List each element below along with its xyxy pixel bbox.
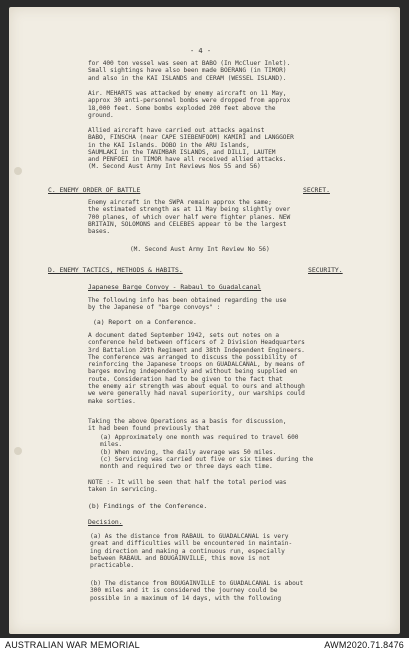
footer-accession-number: AWM2020.71.8476 (324, 640, 404, 650)
text-line: and also in the KAI ISLANDS and CERAM (WESSEL ISLAND). (88, 74, 287, 82)
text-line: A document dated September 1942, sets out notes on a (88, 332, 280, 339)
text-line: barges moving independently and without being supplied en (88, 368, 298, 376)
note-servicing (88, 479, 286, 494)
section-d-classification: SECURITY. (308, 266, 343, 274)
text-line: BABO, FINSCHA (near CAPE SIEBENFOOM) KAMIRI and LANGGOER (88, 134, 294, 142)
text-line: BRITAIN, SOLOMONS and CELEBES appear to be the largest (88, 220, 287, 228)
text-line: approx 30 anti-personnel bombs were dropped from approx (88, 97, 291, 105)
text-line: route. Consideration had to be given to the fact that (88, 375, 283, 383)
page-number: - 4 - (190, 47, 212, 55)
text-line: and PENFOEI in TIMOR have all received allied attacks. (88, 156, 287, 164)
paragraph-order-of-battle (88, 199, 290, 235)
paragraph-intelligence-sightings (88, 60, 290, 82)
text-line: it had been found previously that (88, 425, 210, 433)
text-line: NOTE :- It will be seen that half the total period was (88, 479, 287, 486)
list-item: miles. (100, 441, 123, 449)
section-c-title: C. ENEMY ORDER OF BATTLE (48, 186, 141, 194)
paragraph-decision-b (90, 580, 303, 602)
punch-hole (14, 167, 22, 175)
text-line: Allied aircraft have carried out attacks against (88, 127, 265, 134)
footer-institution: AUSTRALIAN WAR MEMORIAL (5, 640, 140, 650)
text-line: possible in a maximum of 14 days, with the following (90, 594, 282, 602)
text-line: by the Japanese of "barge convoys" : (88, 304, 221, 312)
text-line: the estimated strength as at 11 May being slightly over (88, 206, 291, 214)
list-item: month and required two or three days each time. (100, 463, 273, 471)
punch-hole (14, 447, 22, 455)
text-line: SAUMLAKI in the TANIMBAR ISLANDS, and DILLI, LAUTEM (88, 148, 276, 156)
text-line: ground. (88, 111, 114, 119)
text-line: 3rd Battalion 29th Regiment and 38th Independent Engineers. (88, 346, 305, 354)
text-line: (M. Second Aust Army Int Reviews Nos 55 and 56) (88, 163, 261, 171)
text-line: we were generally had naval superiority, our warships could (88, 390, 305, 398)
paragraph-allied-attacks (88, 127, 294, 171)
text-line: The conference was arranged to discuss the possibility of (88, 353, 298, 361)
text-line: great and difficulties will be encountered in maintain- (90, 540, 293, 548)
text-line: Taking the above Operations as a basis for discussion, (88, 418, 287, 425)
section-c-heading (48, 186, 140, 194)
text-line: 300 miles and it is considered the journey could be (90, 587, 278, 595)
text-line: 18,000 feet. Some bombs exploded 200 feet above the (88, 104, 276, 112)
text-line: conference held between officers of 2 Division Headquarters (88, 339, 305, 347)
text-line: Air. MEHARTS was attacked by enemy aircraft on 11 May, (88, 90, 287, 97)
text-line: practicable. (90, 562, 135, 570)
item-b-heading: (b) Findings of the Conference. (88, 502, 208, 510)
paragraph-decision-a (90, 533, 292, 569)
text-line: between RABAUL and BOUGAINVILLE, this move is not (90, 554, 271, 562)
paragraph-barge-intro (88, 297, 286, 312)
text-line: the enemy air strength was about equal to ours and although (88, 383, 305, 391)
reference-section-c: (M. Second Aust Army Int Review No 56) (130, 246, 270, 253)
text-line: in the KAI Islands. DOBO in the ARU Islands, (88, 141, 250, 149)
paragraph-operations-basis (88, 418, 286, 433)
paragraph-air-attack (88, 90, 290, 119)
text-line: Small sightings have also been made BOERANG (in TIMOR) (88, 67, 287, 75)
paragraph-conference-report (88, 332, 305, 405)
section-c-classification: SECRET. (303, 186, 330, 194)
list-item: (a) Approximately one month was required to travel 600 (100, 434, 299, 441)
list-previous-findings (100, 434, 313, 470)
text-line: The following info has been obtained regarding the use (88, 297, 287, 304)
section-d-heading (48, 266, 183, 274)
text-line: for 400 ton vessel was seen at BABO (In McCluer Inlet). (88, 60, 291, 67)
text-line: taken in servicing. (88, 486, 158, 494)
text-line: Enemy aircraft in the SWPA remain approx the same; (88, 199, 272, 206)
text-line: 700 planes, of which over half were fighter planes. NEW (88, 213, 291, 221)
archive-footer (0, 638, 409, 653)
subheading-barge-convoy: Japanese Barge Convoy - Rabaul to Guadalcanal (88, 283, 262, 291)
text-line: bases. (88, 228, 111, 236)
decision-heading: Decision. (88, 518, 123, 526)
item-a-heading: (a) Report on a Conference. (93, 318, 197, 326)
section-d-title: D. ENEMY TACTICS, METHODS & HABITS. (48, 266, 183, 274)
list-item: (b) When moving, the daily average was 50 miles. (100, 448, 277, 456)
text-line: (b) The distance from BOUGAINVILLE to GUADALCANAL is about (90, 580, 304, 587)
text-line: make sorties. (88, 397, 136, 405)
list-item: (c) Servicing was carried out five or six times during the (100, 455, 314, 463)
text-line: reinforcing the Japanese troops on GUADALCANAL, by means of (88, 361, 305, 369)
text-line: (a) As the distance from RABAUL to GUADALCANAL is very (90, 533, 289, 540)
text-line: ing direction and making a continuous run, especially (90, 547, 285, 555)
